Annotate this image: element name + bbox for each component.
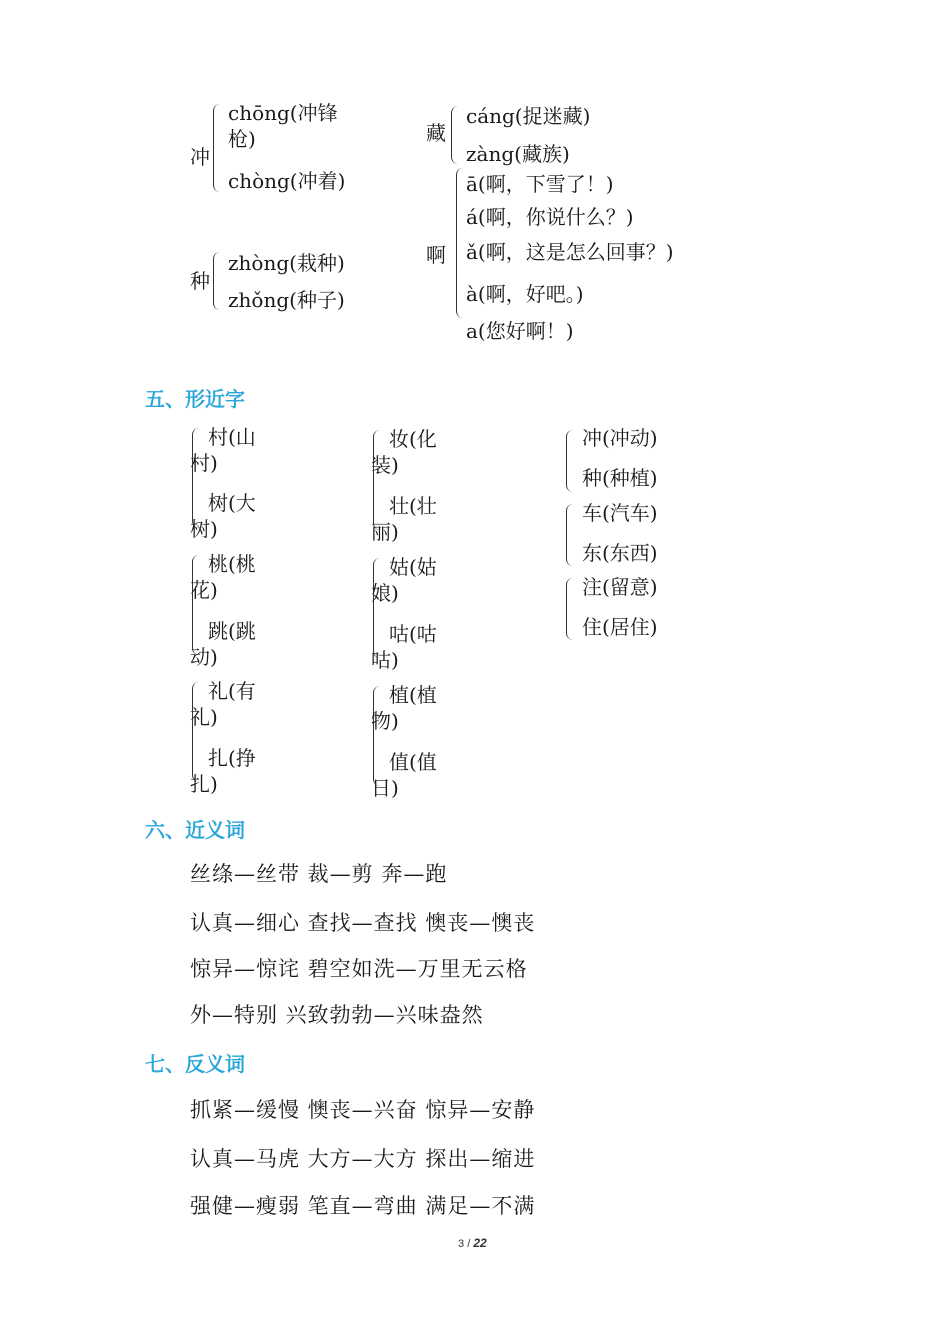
antonym-line: 强健—瘦弱 笔直—弯曲 满足—不满	[190, 1194, 536, 1218]
similar-char-item: 值(值日)	[371, 750, 437, 800]
synonym-line: 丝绦—丝带 裁—剪 奔—跑	[190, 862, 448, 886]
similar-char-item: 车(汽车)	[582, 501, 658, 525]
brace	[566, 578, 573, 640]
reading: ā(啊，下雪了！)	[466, 172, 614, 196]
similar-char-item: 植(植物)	[371, 683, 437, 733]
section-title: 五、形近字	[145, 387, 245, 411]
synonym-line: 外—特别 兴致勃勃—兴味盎然	[190, 1003, 484, 1027]
section-title: 七、反义词	[145, 1052, 245, 1076]
poly-char: 冲	[190, 145, 210, 169]
reading: á(啊，你说什么？)	[466, 205, 634, 229]
page-separator: /	[467, 1238, 471, 1250]
reading: zhǒng(种子)	[228, 288, 345, 312]
poly-char: 种	[190, 269, 210, 293]
reading: chòng(冲着)	[228, 169, 346, 193]
similar-char-item: 村(山村)	[190, 425, 256, 475]
similar-char-item: 冲(冲动)	[582, 426, 658, 450]
reading: à(啊，好吧。)	[466, 282, 584, 306]
poly-char: 藏	[426, 121, 446, 145]
total-pages: 22	[473, 1236, 487, 1250]
similar-char-item: 壮(壮丽)	[371, 494, 437, 544]
antonym-line: 认真—马虎 大方—大方 探出—缩进	[190, 1147, 536, 1171]
synonym-line: 惊异—惊诧 碧空如洗—万里无云格	[190, 957, 528, 981]
reading: chōng(冲锋枪)	[228, 101, 338, 151]
similar-char-item: 姑(姑娘)	[371, 555, 437, 605]
reading: cáng(捉迷藏)	[466, 104, 591, 128]
similar-char-item: 桃(桃花)	[190, 552, 256, 602]
section-title: 六、近义词	[145, 818, 245, 842]
reading: a(您好啊！)	[466, 319, 574, 343]
similar-char-item: 注(留意)	[582, 575, 658, 599]
similar-char-item: 跳(跳动)	[190, 619, 256, 669]
similar-char-item: 咕(咕咕)	[371, 622, 437, 672]
similar-char-item: 扎(挣扎)	[190, 746, 256, 796]
similar-char-item: 礼(有礼)	[190, 679, 256, 729]
current-page: 3	[458, 1238, 465, 1250]
similar-char-item: 东(东西)	[582, 541, 658, 565]
brace	[213, 252, 220, 310]
similar-char-item: 种(种植)	[582, 466, 658, 490]
brace	[566, 504, 573, 566]
similar-char-item: 住(居住)	[582, 615, 658, 639]
brace	[566, 430, 573, 492]
brace	[213, 104, 220, 192]
brace	[451, 106, 458, 164]
similar-char-item: 妆(化装)	[371, 427, 437, 477]
synonym-line: 认真—细心 查找—查找 懊丧—懊丧	[190, 911, 536, 935]
brace	[456, 168, 463, 318]
antonym-line: 抓紧—缓慢 懊丧—兴奋 惊异—安静	[190, 1098, 536, 1122]
reading: ǎ(啊，这是怎么回事？)	[466, 240, 674, 264]
similar-char-item: 树(大树)	[190, 491, 256, 541]
page-number	[458, 1236, 487, 1250]
reading: zàng(藏族)	[466, 142, 570, 166]
reading: zhòng(栽种)	[228, 251, 345, 275]
poly-char: 啊	[426, 243, 446, 267]
